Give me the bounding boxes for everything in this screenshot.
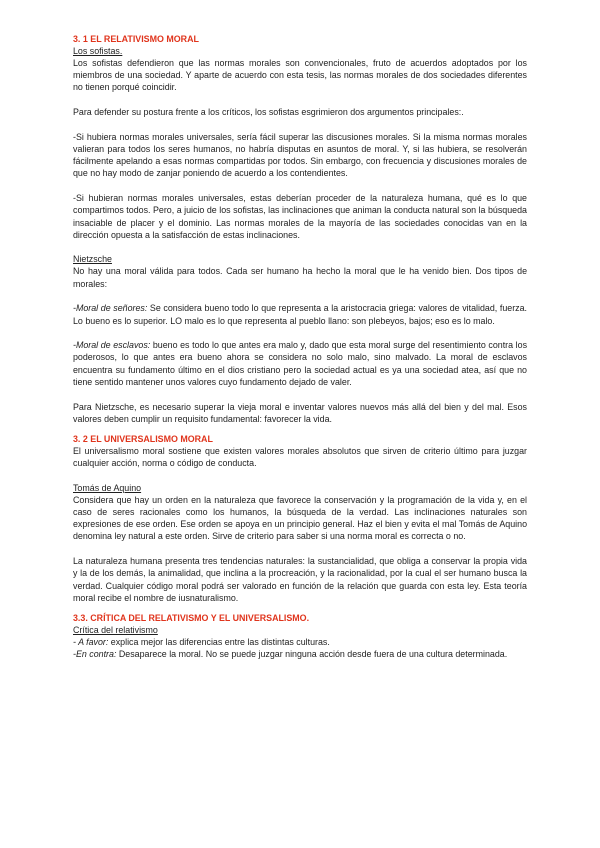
list-item-a-favor: [73, 636, 527, 648]
section-heading-relativismo: 3. 1 EL RELATIVISMO MORAL: [73, 34, 199, 44]
paragraph: No hay una moral válida para todos. Cada ser humano ha hecho la moral que le ha venido bien. Dos tipos de morales:: [73, 266, 527, 289]
term-label: -En contra:: [73, 649, 117, 660]
section-heading-universalismo: 3. 2 EL UNIVERSALISMO MORAL: [73, 433, 213, 444]
subheading-nietzsche: Nietzsche: [73, 254, 112, 265]
paragraph: El universalismo moral sostiene que existen valores morales absolutos que sirven de criterio último para juzgar cualquier acción, norma o código de conducta.: [73, 445, 527, 469]
subheading-tomas-de-aquino: Tomás de Aquino: [73, 482, 142, 493]
term-label: -Moral de señores:: [73, 303, 148, 314]
paragraph: La naturaleza humana presenta tres tendencias naturales: la sustancialidad, que obliga a conservar la propia vida y la de los demás, la animalidad, que inclina a la procreación, y la racionalidad, por la cual el ser humano busca la verdad. Cualquier código moral podrá ser valorado en función de la relación que guarda con esta ley. Esta teoría moral recibe el nombre de iusnaturalismo.: [73, 556, 527, 603]
term-label: -Moral de esclavos:: [73, 340, 151, 351]
paragraph: -Si hubieran normas morales universales, estas deberían proceder de la naturaleza humana, qué es lo que compartimos todos. Pero, a juicio de los sofistas, las inclinaciones que animan la conducta natural son la búsqueda insaciable de placer y el dominio. Las normas morales de la mayoría de las sociedades conocidas van en la dirección opuesta a la satisfacción de estas inclinaciones.: [73, 193, 527, 240]
paragraph: Considera que hay un orden en la naturaleza que favorece la conservación y la programación de la vida y, en el caso de seres racionales como los humanos, la búsqueda de la verdad. Las inclinaciones naturales son expresiones de ese orden. Ese orden se apoya en un principio general. Haz el bien y evita el mal Tomás de Aquino denomina ley natural a este orden. Sirve de criterio para saber si una norma moral es correcta o no.: [73, 494, 527, 542]
paragraph: Para Nietzsche, es necesario superar la vieja moral e inventar valores nuevos más allá del bien y del mal. Esos valores deben cumplir un requisito fundamental: favorecer la vida.: [73, 401, 527, 424]
subheading-critica-relativismo: Crítica del relativismo: [73, 625, 158, 635]
subheading-sofistas: Los sofistas.: [73, 46, 123, 56]
document-body: [73, 33, 527, 660]
term-label: - A favor:: [73, 637, 109, 647]
list-item-en-contra: [73, 648, 527, 660]
paragraph: -Si hubiera normas morales universales, sería fácil superar las discusiones morales. Si la misma normas morales valieran para todos los seres humanos, no habría disputas en asuntos de moral. Y, si las hubiera, se resolverán fácilmente apelando a esas normas compartidas por todos. Sin embargo, con frecuencia y discusiones morales de que no hay modo de zanjar poniendo de acuerdo a los contendientes.: [73, 131, 527, 179]
paragraph: Los sofistas defendieron que las normas morales son convencionales, fruto de acuerdos adoptados por los miembros de una sociedad. Y aparte de acuerdo con esta tesis, las normas morales de dos sociedades diferentes no tienen porqué coincidir.: [73, 58, 527, 93]
term-text: explica mejor las diferencias entre las distintas culturas.: [108, 637, 330, 647]
term-text: bueno es todo lo que antes era malo y, dado que esta moral surge del resentimiento contra los poderosos, lo que antes era bueno ahora se considera no solo malo, sino malvado. La moral de esclavos encuentra su fundamento último en el dios cristiano pero la sociedad actual es ya una sociedad atea, así que no tiene sentido mantener unos valores cuyo fundamento dejado de valer.: [73, 340, 528, 387]
paragraph: Para defender su postura frente a los críticos, los sofistas esgrimieron dos argumentos principales:.: [73, 107, 464, 118]
paragraph-moral-senores: [73, 302, 527, 326]
term-text: Se considera bueno todo lo que representa a la aristocracia griega: valores de vitalidad, fuerza. Lo bueno es lo superior. LO malo es lo que representa al pueblo llano: son plebeyos, bajos; eso es lo malo.: [73, 303, 527, 326]
paragraph-moral-esclavos: [73, 339, 527, 388]
term-text: Desaparece la moral. No se puede juzgar ninguna acción desde fuera de una cultura determinada.: [116, 649, 508, 660]
section-heading-critica: 3.3. CRÍTICA DEL RELATIVISMO Y EL UNIVERSALISMO.: [73, 613, 310, 623]
